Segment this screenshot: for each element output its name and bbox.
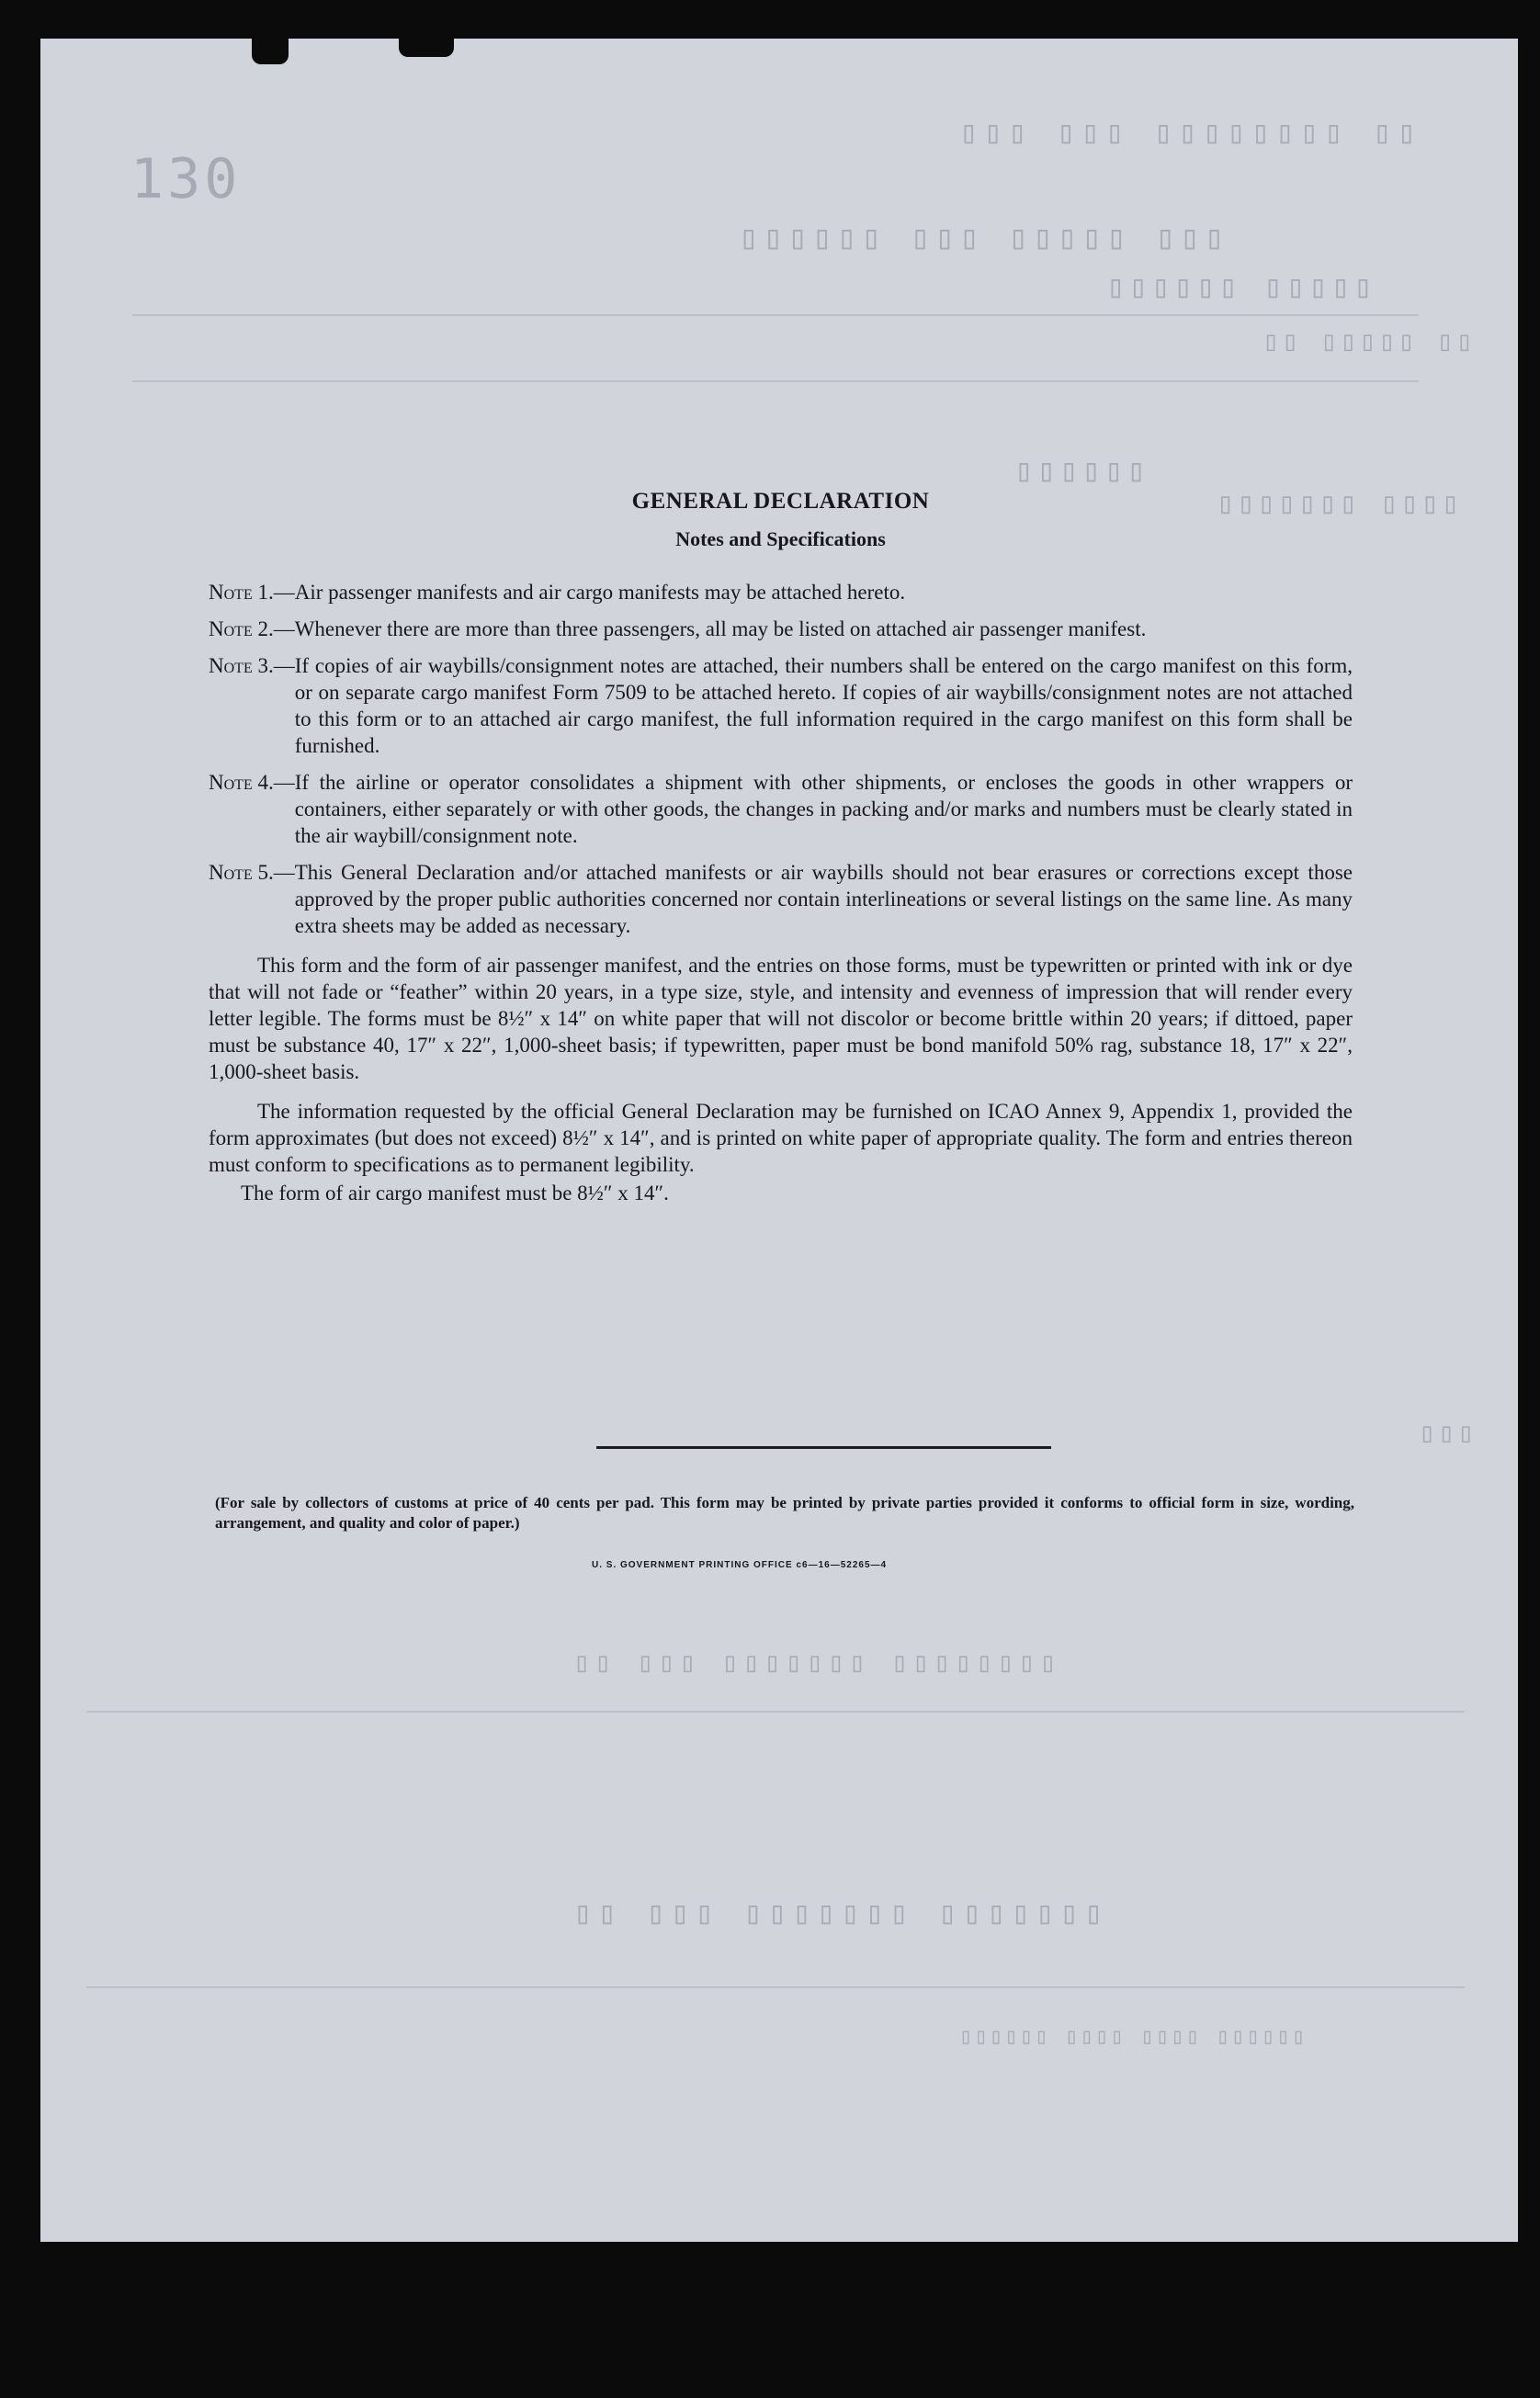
printer-imprint: U. S. GOVERNMENT PRINTING OFFICE c6—16—52265—4 [592,1560,888,1570]
bleed-through-line [132,380,1419,382]
note-label: Note 5. [209,861,274,884]
note-label: Note 4. [209,771,274,794]
note-text: If copies of air waybills/consignment notes are attached, their numbers shall be entered on the cargo manifest on this form, or on separate cargo manifest Form 7509 to be attached hereto. If copies of air waybills/consignment notes are not attached to this form or to an attached air cargo manifest, the full information required in the cargo manifest on this form shall be furnished. [294,654,1353,757]
note-item: Note 1.— Air passenger manifests and air cargo manifests may be attached hereto. [209,579,1353,605]
specification-paragraph: This form and the form of air passenger manifest, and the entries on those forms, must be typewritten or printed with ink or dye that will not fade or “feather” within 20 years, in a type size, style, and intensity and evenness of impression that will render every letter legible. The forms must be 8½″ x 14″ on white paper that will not discolor or become brittle within 20 years; if dittoed, paper must be substance 40, 17″ x 22″, 1,000-sheet basis; if typewritten, paper must be bond manifold 50% rag, substance 18, 17″ x 22″, 1,000-sheet basis. [209,954,1353,1083]
bleed-through-line [132,314,1419,316]
bleed-through-text: ▯▯▯▯▯▯ ▯▯▯▯▯ [1106,268,1376,305]
bleed-through-text: ▯▯▯ ▯▯▯ ▯▯▯▯▯▯▯▯ ▯▯ [959,114,1421,151]
document-subtitle: Notes and Specifications [675,527,886,550]
note-item: Note 4.— If the airline or operator consolidates a shipment with other shipments, or encloses the goods in other wrappers or containers, either separately or with other goods, the changes in packing and/or marks and numbers must be clearly stated in the air waybill/consignment note. [209,771,1353,847]
divider-rule [596,1446,1051,1449]
torn-edge [399,39,454,57]
bleed-through-line [86,1711,1465,1713]
note-item: Note 2.— Whenever there are more than three passengers, all may be listed on attached air passenger manifest. [209,616,1353,642]
notes-list [209,579,1353,939]
note-item: Note 3.— If copies of air waybills/consignment notes are attached, their numbers shall be entered on the cargo manifest on this form, or on separate cargo manifest Form 7509 to be attached hereto. If copies of air waybills/consignment notes are not attached to this form or to an attached air cargo manifest, the full information required in the cargo manifest on this form shall be furnished. [209,654,1353,757]
document-title: GENERAL DECLARATION [631,489,930,514]
note-label: Note 3. [209,654,274,677]
note-text: If the airline or operator consolidates a shipment with other shipments, or encloses the goods in other wrappers or containers, either separately or with other goods, the changes in packing and/or marks and numbers must be clearly stated in the air waybill/consignment note. [294,771,1353,847]
torn-edge [252,39,289,64]
bleed-through-text: ▯▯ ▯▯▯ ▯▯▯▯▯▯▯ ▯▯▯▯▯▯▯▯ [573,1646,1061,1679]
sale-notice: (For sale by collectors of customs at price of 40 cents per pad. This form may be printed by private parties provided it conforms to official form in size, wording, arrangement, and quality and color of paper.) [215,1494,1354,1532]
bleed-through-text: ▯▯▯▯▯▯ ▯▯▯▯ ▯▯▯▯ ▯▯▯▯▯▯ [959,2023,1308,2049]
specification-paragraph: The information requested by the official General Declaration may be furnished on ICAO Annex 9, Appendix 1, provided the form approximates (but does not exceed) 8½″ x 14″, and is printed on white paper of appropriate quality. The form and entries thereon must conform to specifications as to permanent legibility. [209,1100,1353,1176]
note-text: This General Declaration and/or attached manifests or air waybills should not bear erasures or corrections except those approved by the proper public authorities concerned nor contain interlineations or several listings on the same line. As many extra sheets may be added as necessary. [294,861,1353,937]
bleed-through-text: ▯▯▯▯▯▯ [1014,452,1149,489]
specification-paragraph: The form of air cargo manifest must be 8½″ x 14″. [241,1182,669,1205]
declaration-notes [209,489,1353,1206]
bleed-through-text: ▯▯ ▯▯▯ ▯▯▯▯▯▯▯ ▯▯▯▯▯▯▯ [573,1895,1109,1931]
note-label: Note 2. [209,617,274,640]
note-item: Note 5.— This General Declaration and/or attached manifests or air waybills should not bear erasures or corrections except those approved by the proper public authorities concerned nor contain interlineations or several listings on the same line. As many extra sheets may be added as necessary. [209,861,1353,937]
note-label: Note 1. [209,581,274,604]
bleed-through-text: ▯▯ ▯▯▯▯▯ ▯▯ [1263,325,1476,357]
note-text: Air passenger manifests and air cargo manifests may be attached hereto. [294,581,906,604]
bleed-through-text: ▯▯▯▯▯▯ ▯▯▯ ▯▯▯▯▯ ▯▯▯ [739,219,1229,256]
bleed-through-line [86,1986,1465,1988]
document-page [40,39,1518,2269]
bleed-through-text: ▯▯▯ [1419,1417,1478,1449]
page-number: 130 [130,147,242,211]
bleed-through-text: ▯▯▯▯▯▯▯ ▯▯▯▯ [1217,485,1463,520]
note-text: Whenever there are more than three passengers, all may be listed on attached air passenger manifest. [294,617,1147,640]
